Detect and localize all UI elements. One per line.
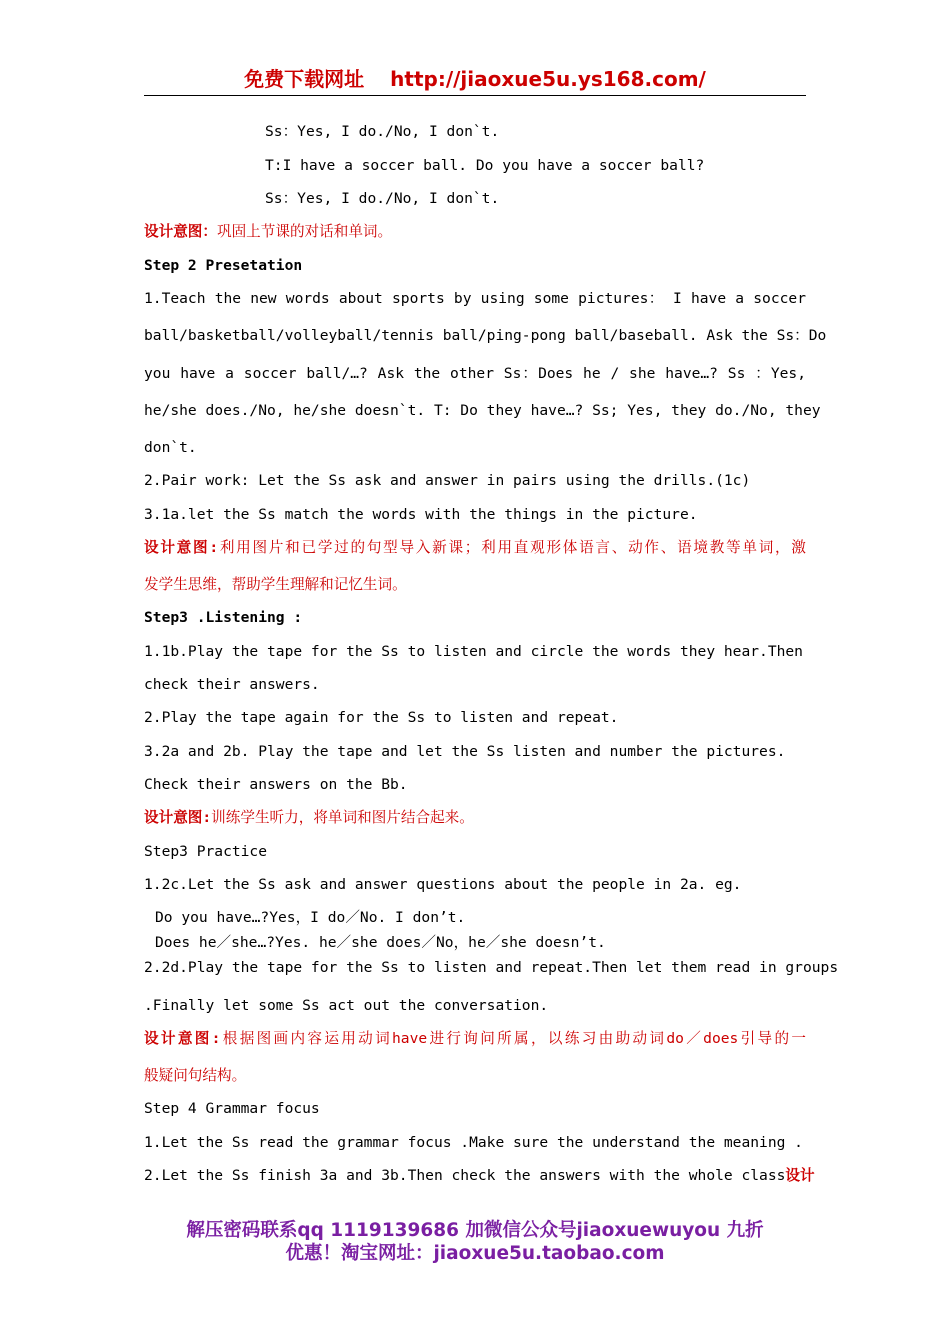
footer-line-1: 解压密码联系qq 1119139686 加微信公众号jiaoxuewuyou 九折: [186, 1220, 764, 1241]
design-intent-label: 设计意图:: [144, 809, 212, 826]
design-intent-label: 设计意图:: [144, 539, 219, 556]
paragraph-line: 1.2c.Let the Ss ask and answer questions about the people in 2a. eg.: [144, 876, 742, 893]
paragraph-line: 2.Play the tape again for the Ss to listen and repeat.: [144, 709, 619, 726]
design-intent-2-cont: 发学生思维，帮助学生理解和记忆生词。: [144, 576, 407, 593]
design-intent-2: 设计意图:利用图片和已学过的句型导入新课；利用直观形体语言、动作、语境教等单词，激: [144, 539, 806, 556]
paragraph-line: 1.Teach the new words about sports by using some pictures： I have a soccer: [144, 290, 806, 307]
example-line: Does he／she…?Yes. he／she does／No，he／she doesn’t.: [155, 934, 606, 951]
design-intent-4-cont: 般疑问句结构。: [144, 1067, 247, 1084]
header-url-link[interactable]: http://jiaoxue5u.ys168.com/: [390, 67, 706, 91]
design-intent-3: 设计意图:训练学生听力，将单词和图片结合起来。: [144, 809, 474, 826]
paragraph-line: .Finally let some Ss act out the conversation.: [144, 997, 549, 1014]
design-intent-1: 设计意图：巩固上节课的对话和单词。: [144, 223, 393, 240]
footer-line-2: 优惠！淘宝网址：jiaoxue5u.taobao.com: [285, 1243, 665, 1264]
example-line: Do you have…?Yes，I do／No. I don’t.: [155, 909, 466, 926]
design-intent-4: 设计意图:根据图画内容运用动词have进行询问所属，以练习由助动词do／does引导的一: [144, 1030, 806, 1047]
paragraph-line: you have a soccer ball/…? Ask the other Ss：Does he / she have…? Ss ：Yes,: [144, 365, 806, 382]
paragraph-line: 1.1b.Play the tape for the Ss to listen and circle the words they hear.Then: [144, 643, 803, 660]
step-heading: Step 4 Grammar focus: [144, 1100, 320, 1117]
paragraph-line: Check their answers on the Bb.: [144, 776, 408, 793]
dialogue-line: Ss：Yes, I do./No, I don`t.: [265, 190, 500, 207]
paragraph-line: 3.2a and 2b. Play the tape and let the Ss listen and number the pictures.: [144, 743, 786, 760]
dialogue-line: Ss：Yes, I do./No, I don`t.: [265, 123, 500, 140]
paragraph-line: don`t.: [144, 439, 197, 456]
paragraph-line: ball/basketball/volleyball/tennis ball/ping-pong ball/baseball. Ask the Ss：Do: [144, 327, 827, 344]
page-header: [144, 64, 806, 96]
design-intent-label: 设计意图：: [144, 223, 217, 240]
step-heading: Step 2 Presetation: [144, 257, 303, 274]
paragraph-line: 2.Let the Ss finish 3a and 3b.Then check the answers with the whole class设计: [144, 1167, 815, 1184]
dialogue-line: T:I have a soccer ball. Do you have a soccer ball?: [265, 157, 705, 174]
design-intent-label: 设计: [785, 1167, 815, 1184]
paragraph-line: check their answers.: [144, 676, 320, 693]
paragraph-line: 1.Let the Ss read the grammar focus .Make sure the understand the meaning .: [144, 1134, 803, 1151]
paragraph-line: 2.Pair work: Let the Ss ask and answer in pairs using the drills.(1c): [144, 472, 751, 489]
design-intent-label: 设计意图:: [144, 1030, 221, 1047]
paragraph-line: 2.2d.Play the tape for the Ss to listen and repeat.Then let them read in groups: [144, 959, 839, 976]
paragraph-line: he/she does./No, he/she doesn`t. T: Do they have…? Ss; Yes, they do./No, they: [144, 402, 821, 419]
header-title: 免费下载网址: [244, 67, 365, 91]
step-heading: Step3 Practice: [144, 843, 268, 860]
step-heading: Step3 .Listening :: [144, 609, 303, 626]
paragraph-line: 3.1a.let the Ss match the words with the things in the picture.: [144, 506, 698, 523]
